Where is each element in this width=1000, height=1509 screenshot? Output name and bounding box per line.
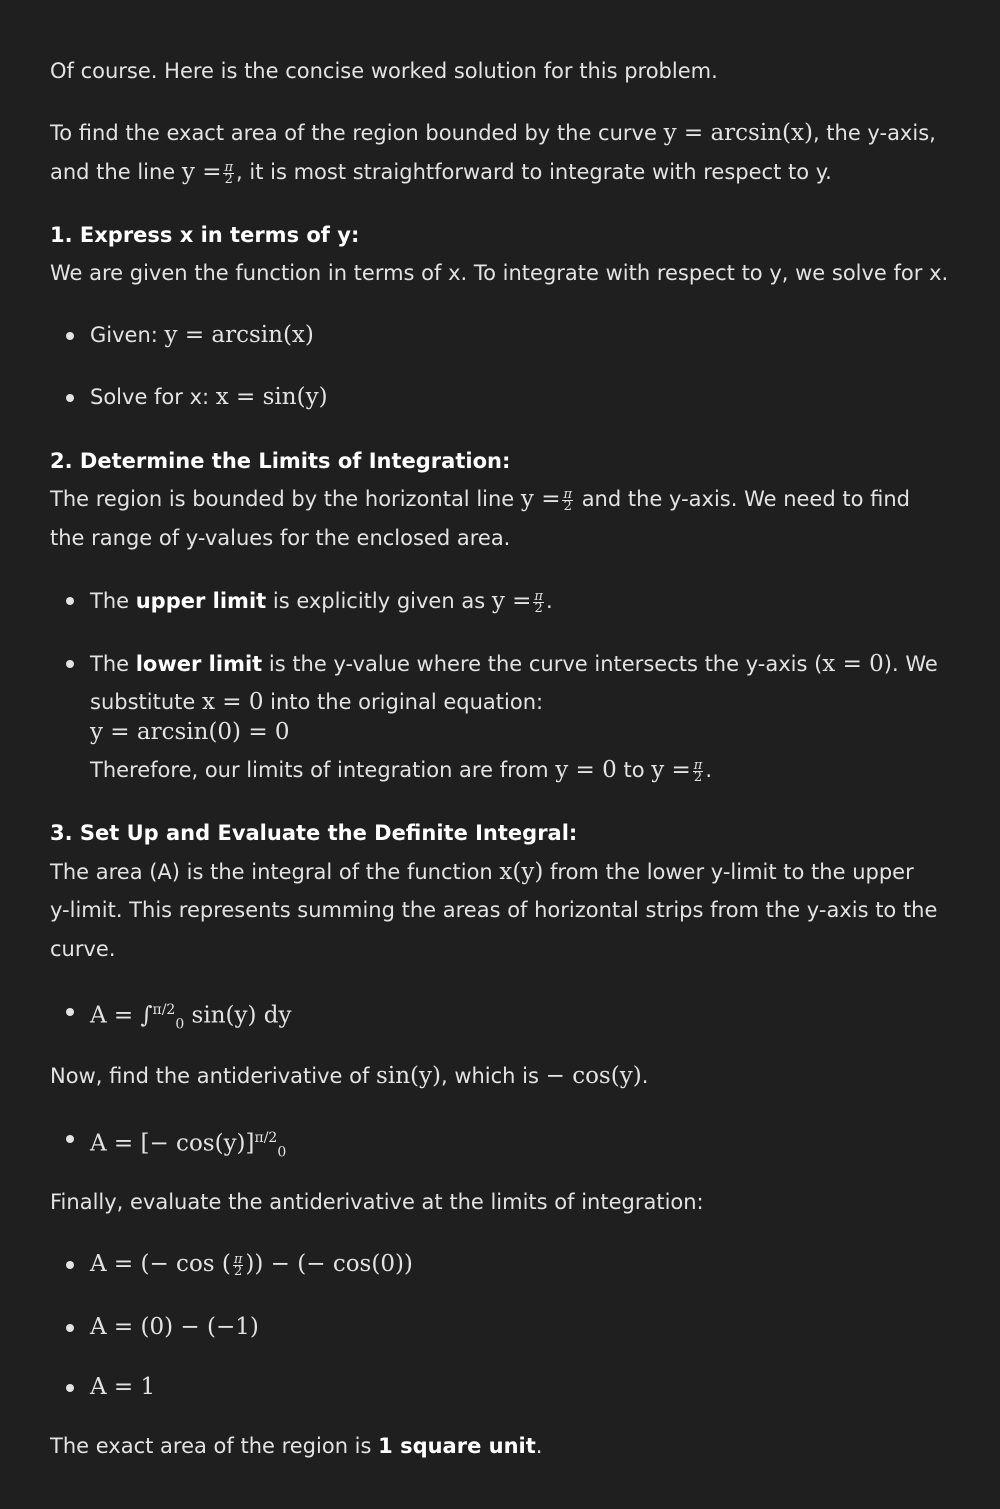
math: y = 0	[555, 757, 617, 783]
fraction	[533, 588, 544, 616]
math: A = ∫	[90, 1002, 153, 1029]
math: y =	[520, 486, 561, 512]
section2-line2: the range of y-values for the enclosed area.	[50, 526, 511, 550]
equation: A = 1	[90, 1374, 156, 1400]
text: .	[641, 1064, 649, 1088]
math: y =	[491, 588, 532, 614]
text: To find the exact area of the region bounded by the curve	[50, 121, 664, 145]
text: into the original equation:	[263, 690, 544, 714]
section2-line1	[50, 485, 910, 513]
text: substitute	[90, 690, 202, 714]
section3-line1	[50, 858, 914, 886]
num: π	[534, 588, 543, 604]
math: − cos(y)	[545, 1063, 642, 1089]
num: π	[224, 159, 234, 175]
text: The	[90, 589, 136, 613]
eval-equation	[90, 1124, 286, 1166]
text: Now, find the antiderivative of	[50, 1064, 377, 1088]
bullet	[66, 1135, 74, 1143]
fraction	[233, 1251, 244, 1279]
math: A = (− cos (	[90, 1251, 231, 1277]
antiderivative-text	[50, 1062, 648, 1090]
text: The area (A) is the integral of the function	[50, 860, 500, 884]
list-item-cont	[90, 688, 543, 716]
math: x = 0	[822, 651, 884, 677]
section1-text: We are given the function in terms of x. To integrate with respect to y, we solve for x.	[50, 261, 949, 285]
bullet	[66, 1324, 74, 1332]
math: sin(y) dy	[184, 1002, 292, 1029]
section3-line3: curve.	[50, 937, 116, 961]
list-item	[90, 650, 938, 678]
text: , which is	[440, 1064, 546, 1088]
den: 2	[563, 498, 572, 514]
bullet	[66, 1261, 74, 1269]
equation: y = arcsin(0) = 0	[90, 719, 290, 745]
fraction	[562, 486, 573, 514]
bullet	[66, 597, 74, 605]
fraction	[693, 757, 704, 785]
text: and the line	[50, 160, 182, 184]
text: The region is bounded by the horizontal line	[50, 487, 521, 511]
text: ). We	[883, 652, 938, 676]
section2-heading: 2. Determine the Limits of Integration:	[50, 449, 511, 473]
bullet	[66, 1384, 74, 1392]
den: 2	[693, 769, 703, 785]
math: x = 0	[201, 689, 264, 715]
section3-heading: 3. Set Up and Evaluate the Definite Integral:	[50, 821, 578, 845]
math: y =	[181, 159, 222, 185]
text: , it is most straightforward to integrate with respect to y.	[236, 160, 832, 184]
list-item	[90, 383, 328, 411]
math: )) − (− cos(0))	[245, 1251, 413, 1277]
text: Therefore, our limits of integration are from	[90, 758, 556, 782]
section3-line2: y-limit. This represents summing the areas of horizontal strips from the y-axis to the	[50, 898, 938, 922]
bullet	[66, 1008, 74, 1016]
math: y =	[651, 757, 691, 783]
bullet	[66, 394, 74, 402]
math: x = sin(y)	[215, 384, 328, 410]
upper-limit: π/2	[152, 1002, 176, 1018]
text: is explicitly given as	[266, 589, 492, 613]
den: 2	[534, 600, 543, 616]
num: π	[693, 757, 703, 773]
list-item-cont: Therefore, our limits of integration are from y = 0 to y = $\frac{\pi}{2}$ .	[90, 757, 713, 785]
math: A = [− cos(y)]	[90, 1130, 255, 1157]
para1-line1	[50, 119, 936, 147]
conclusion	[50, 1432, 542, 1460]
intro-text: Of course. Here is the concise worked solution for this problem.	[50, 59, 718, 83]
bold-text: lower limit	[135, 652, 263, 676]
den: 2	[224, 171, 233, 187]
lower-limit: 0	[277, 1144, 287, 1161]
equation	[90, 1250, 413, 1278]
section1-heading: 1. Express x in terms of y:	[50, 223, 360, 247]
text: from the lower y-limit to the upper	[543, 860, 914, 884]
bold-text: 1 square unit	[378, 1434, 536, 1458]
math: x(y)	[499, 859, 544, 885]
list-item	[90, 321, 314, 349]
fraction	[223, 159, 234, 187]
text: , the y-axis,	[812, 121, 936, 145]
text: The exact area of the region is	[50, 1434, 379, 1458]
lower-limit: 0	[175, 1016, 185, 1033]
den: 2	[234, 1263, 243, 1279]
bold-text: upper limit	[135, 589, 267, 613]
bullet	[66, 660, 74, 668]
num: π	[233, 1251, 243, 1267]
para1-line2	[50, 158, 832, 186]
upper-limit: π/2	[254, 1130, 278, 1146]
list-item: The upper limit is explicitly given as y = $\frac{\pi}{2}$ .	[90, 588, 553, 616]
math: sin(y)	[376, 1063, 441, 1089]
text: is the y-value where the curve intersects the y-axis (	[262, 652, 823, 676]
text: to	[616, 758, 652, 782]
bullet	[66, 332, 74, 340]
integral-equation	[90, 996, 292, 1038]
equation: A = (0) − (−1)	[90, 1314, 259, 1340]
num: π	[563, 486, 573, 502]
math: y = arcsin(x)	[663, 120, 813, 146]
text: Solve for x:	[90, 385, 216, 409]
final-text: Finally, evaluate the antiderivative at the limits of integration:	[50, 1190, 704, 1214]
text: Given:	[90, 323, 165, 347]
text: .	[535, 1434, 543, 1458]
math: y = arcsin(x)	[164, 322, 314, 348]
text: and the y-axis. We need to find	[575, 487, 910, 511]
text: The	[90, 652, 136, 676]
